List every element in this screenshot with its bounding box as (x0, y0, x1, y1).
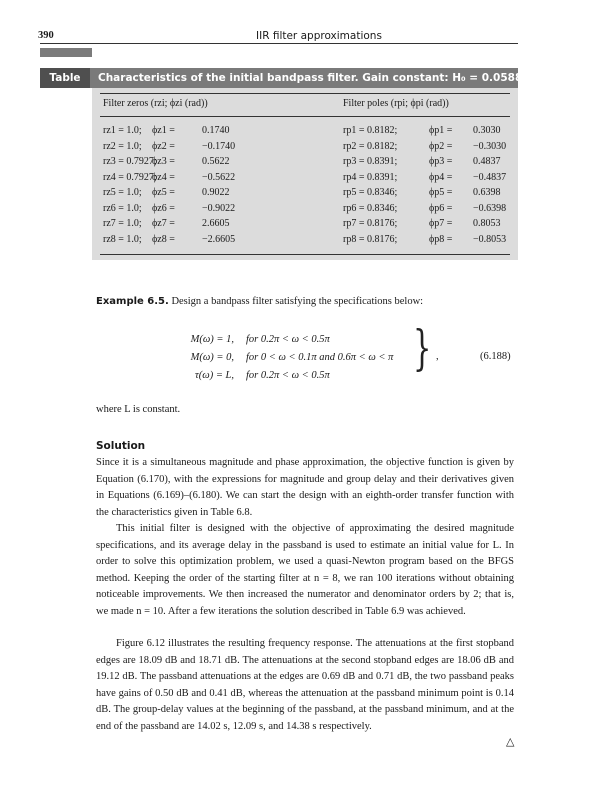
table-cell-rp: rp3 = 0.8391; (343, 156, 398, 167)
table-cell-php: ϕp5 = (429, 187, 453, 198)
table-cell-rp: rp1 = 0.8182; (343, 125, 398, 136)
table-top-rule (100, 93, 510, 94)
table-row (92, 125, 518, 141)
table-cell-phz: ϕz7 = (152, 218, 175, 229)
table-cell-rp: rp8 = 0.8176; (343, 233, 398, 245)
poles-header: Filter poles (rpi; ϕpi (rad)) (343, 98, 449, 109)
table-cell-php: ϕp6 = (429, 202, 453, 214)
table-cell-phz: ϕz4 = (152, 171, 175, 183)
equation-2-rhs: for 0 < ω < 0.1π and 0.6π < ω < π (246, 352, 394, 363)
table-cell-rp: rp6 = 0.8346; (343, 202, 398, 214)
table-cell-vp: 0.6398 (473, 187, 501, 198)
table-cell-php: ϕp7 = (429, 218, 453, 229)
table-cell-vp: 0.8053 (473, 218, 501, 229)
table-cell-phz: ϕz5 = (152, 187, 175, 198)
table-cell-rz: rz2 = 1.0; (103, 140, 142, 152)
table-cell-vp: 0.3030 (473, 125, 501, 136)
table-cell-rz: rz8 = 1.0; (103, 233, 142, 245)
table-cell-vz: −0.9022 (202, 202, 236, 214)
table-cell-rp: rp2 = 0.8182; (343, 140, 398, 152)
where-line: where L is constant. (96, 404, 181, 415)
table-head-rule (100, 116, 510, 117)
table-cell-vz: −2.6605 (202, 233, 236, 245)
equation-1-rhs: for 0.2π < ω < 0.5π (246, 334, 330, 345)
table-cell-vz: 2.6605 (202, 218, 230, 229)
table-box (92, 88, 518, 260)
table-cell-vp: 0.4837 (473, 156, 501, 167)
table-caption: Characteristics of the initial bandpass filter. Gain constant: H₀ = 0.0588. (98, 72, 527, 84)
table-rows (92, 125, 518, 249)
table-cell-phz: ϕz3 = (152, 156, 175, 167)
table-cell-phz: ϕz8 = (152, 233, 175, 245)
example-label: Example 6.5. (96, 296, 169, 307)
equation-1-lhs: M(ω) = 1, (190, 334, 234, 345)
table-cell-rz: rz7 = 1.0; (103, 218, 142, 229)
table-row (92, 234, 518, 250)
equation-number: (6.188) (480, 351, 511, 362)
table-cell-rz: rz6 = 1.0; (103, 202, 142, 214)
table-row (92, 203, 518, 219)
table-cell-vz: 0.5622 (202, 156, 230, 167)
table-cell-rp: rp5 = 0.8346; (343, 187, 398, 198)
table-cell-vz: −0.1740 (202, 140, 236, 152)
table-cell-phz: ϕz2 = (152, 140, 175, 152)
running-head: IIR filter approximations (256, 30, 382, 42)
table-row (92, 156, 518, 172)
table-cell-vp: −0.8053 (473, 233, 507, 245)
solution-paragraph-3: Figure 6.12 illustrates the resulting frequency response. The attenuations at the first stopband edges are 18.09 dB and 18.71 dB. The attenuations at the second stopband edges are 18.06 dB and 19.12 dB. The passband attenuations at the edges are 0.69 dB and 0.71 dB, the two passband peaks have gains of 0.50 dB and 0.41 dB, whereas the attenuation at the passband minimum point is 0.14 dB. The group-delay values at the beginning of the passband, at the passband minimum, and at the end of the passband are 14.02 s, 12.09 s, and 14.38 s respectively. (96, 638, 514, 732)
table-cell-vz: 0.9022 (202, 187, 230, 198)
equation-3-lhs: τ(ω) = L, (195, 370, 234, 381)
header-tab-block (40, 48, 92, 57)
table-row (92, 172, 518, 188)
solution-heading: Solution (96, 440, 146, 452)
table-cell-rz: rz3 = 0.7927; (103, 156, 157, 167)
table-cell-vp: −0.6398 (473, 202, 507, 214)
table-cell-vz: 0.1740 (202, 125, 230, 136)
solution-paragraph-1: Since it is a simultaneous magnitude and phase approximation, the objective function is given by Equation (6.170), with the expressions for magnitude and group delay and their derivatives given in Equations (6.169)–(6.180). We can start the design with an eighth-order transfer function with the characteristics given in Table 6.8. (96, 457, 514, 518)
page-number: 390 (38, 30, 54, 41)
table-cell-vp: −0.4837 (473, 171, 507, 183)
equation-brace: } (413, 320, 432, 376)
table-cell-php: ϕp3 = (429, 156, 453, 167)
qed-symbol: △ (506, 736, 515, 748)
table-row (92, 141, 518, 157)
table-cell-php: ϕp2 = (429, 140, 453, 152)
zeros-header: Filter zeros (rzi; ϕzi (rad)) (103, 98, 208, 109)
table-cell-php: ϕp1 = (429, 125, 453, 136)
example-heading (96, 296, 423, 307)
table-cell-rp: rp7 = 0.8176; (343, 218, 398, 229)
table-cell-phz: ϕz6 = (152, 202, 175, 214)
table-row (92, 187, 518, 203)
table-cell-vp: −0.3030 (473, 140, 507, 152)
solution-paragraph-2: This initial filter is designed with the objective of approximating the desired magnitude specifications, and its average delay in the passband is used to estimate an initial value for L. In order to solve this optimization problem, we used a quasi-Newton program based on the BFGS method. Keeping the order of the starting filter at n = 8, we ran 100 iterations without obtaining noticeable improvements. We then increased the numerator and denominator orders by 2; that is, we made n = 10. After a few iterations the solution described in Table 6.9 was achieved. (96, 523, 514, 617)
table-label: Table 6.8. (40, 68, 90, 88)
equation-comma: , (436, 351, 439, 362)
table-cell-vz: −0.5622 (202, 171, 236, 183)
table-cell-php: ϕp8 = (429, 233, 453, 245)
table-cell-rz: rz5 = 1.0; (103, 187, 142, 198)
table-bottom-rule (100, 254, 510, 255)
example-text: Design a bandpass filter satisfying the specifications below: (171, 296, 424, 307)
table-row (92, 218, 518, 234)
table-cell-rz: rz1 = 1.0; (103, 125, 142, 136)
table-cell-rz: rz4 = 0.7927; (103, 171, 157, 183)
equation-2-lhs: M(ω) = 0, (190, 352, 234, 363)
header-rule (40, 43, 518, 44)
table-cell-rp: rp4 = 0.8391; (343, 171, 398, 183)
table-cell-php: ϕp4 = (429, 171, 453, 183)
equation-3-rhs: for 0.2π < ω < 0.5π (246, 370, 330, 381)
table-cell-phz: ϕz1 = (152, 125, 175, 136)
